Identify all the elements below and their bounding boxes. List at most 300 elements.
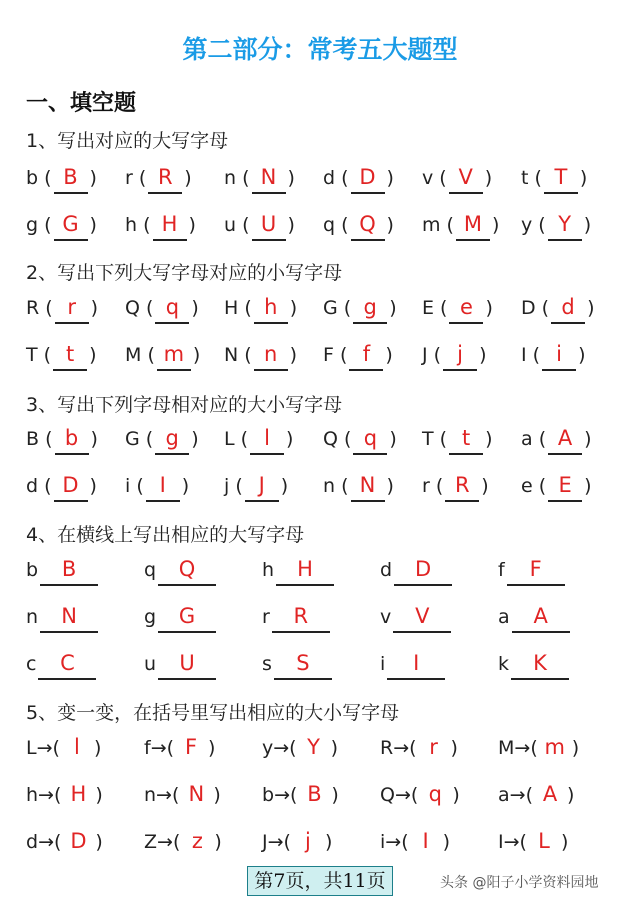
arrow-open-paren: →(	[274, 784, 298, 806]
answer-letter: r	[429, 735, 438, 759]
answer-letter: N	[40, 601, 98, 633]
given-letter: a	[498, 784, 510, 806]
exercise-item	[422, 288, 493, 328]
exercise-item	[521, 205, 591, 245]
given-letter: i	[380, 653, 386, 675]
close-paren: )	[93, 737, 102, 759]
given-letter: g	[144, 606, 157, 628]
exercise-item	[262, 644, 332, 684]
question-3-prompt: 3、写出下列字母相对应的大小写字母	[26, 394, 343, 416]
close-paren: )	[491, 214, 500, 236]
arrow-open-paren: →(	[273, 737, 297, 759]
given-letter: R	[26, 297, 40, 319]
open-paren: (	[337, 428, 352, 450]
answer-letter: A	[548, 423, 582, 455]
answer-letter: A	[542, 782, 558, 806]
exercise-row	[26, 288, 626, 328]
exercise-row	[26, 644, 626, 684]
given-letter: v	[422, 167, 434, 189]
given-letter: h	[262, 559, 275, 581]
exercise-item	[323, 288, 397, 328]
exercise-item	[144, 597, 216, 637]
close-paren: )	[579, 167, 588, 189]
exercise-item	[521, 466, 592, 506]
close-paren: )	[583, 214, 592, 236]
answer-letter: t	[449, 423, 483, 455]
exercise-row	[26, 158, 626, 198]
given-letter: J	[262, 831, 268, 853]
open-paren: (	[234, 428, 249, 450]
answer-letter: q	[353, 423, 387, 455]
close-paren: )	[289, 297, 298, 319]
exercise-item	[26, 158, 97, 198]
given-letter: t	[521, 167, 529, 189]
given-letter: E	[422, 297, 435, 319]
answer-letter: B	[54, 162, 88, 194]
given-letter: n	[144, 784, 157, 806]
answer-letter: n	[254, 339, 288, 371]
open-paren: (	[333, 344, 348, 366]
open-paren: (	[139, 297, 154, 319]
exercise-item	[380, 550, 452, 590]
open-paren: (	[528, 167, 542, 189]
exercise-item	[498, 728, 579, 768]
exercise-item	[262, 822, 332, 862]
exercise-item	[380, 597, 451, 637]
exercise-item	[125, 205, 196, 245]
exercise-item	[422, 419, 492, 459]
exercise-item	[323, 158, 394, 198]
close-paren: )	[213, 784, 221, 806]
close-paren: )	[89, 214, 97, 236]
answer-letter: R	[272, 601, 330, 633]
given-letter: s	[262, 653, 272, 675]
page-title: 第二部分：常考五大题型	[182, 35, 458, 64]
arrow-open-paren: →(	[38, 784, 62, 806]
given-letter: d	[323, 167, 336, 189]
close-paren: )	[560, 831, 569, 853]
exercise-item	[262, 728, 338, 768]
answer-letter: S	[274, 648, 332, 680]
open-paren: (	[526, 344, 541, 366]
exercise-item	[224, 466, 288, 506]
arrow-open-paren: →(	[509, 784, 533, 806]
given-letter: g	[26, 214, 39, 236]
given-letter: G	[323, 297, 338, 319]
exercise-item	[26, 822, 103, 862]
answer-letter: E	[548, 470, 582, 502]
arrow-open-paren: →(	[156, 784, 180, 806]
open-paren: (	[532, 428, 547, 450]
given-letter: D	[521, 297, 536, 319]
exercise-item	[498, 775, 574, 815]
exercise-item	[262, 775, 339, 815]
close-paren: )	[587, 297, 595, 319]
arrow-open-paren: →(	[393, 737, 417, 759]
exercise-item	[224, 419, 293, 459]
answer-letter: q	[155, 292, 189, 324]
answer-letter: N	[252, 162, 286, 194]
given-letter: d	[26, 831, 39, 853]
exercise-row	[26, 419, 626, 459]
close-paren: )	[389, 297, 397, 319]
given-letter: J	[422, 344, 428, 366]
close-paren: )	[584, 475, 592, 497]
given-letter: f	[144, 737, 151, 759]
exercise-item	[262, 597, 330, 637]
exercise-item	[521, 335, 585, 375]
open-paren: (	[130, 475, 144, 497]
given-letter: Z	[144, 831, 158, 853]
question-5-prompt: 5、变一变，在括号里写出相应的大小写字母	[26, 702, 400, 724]
answer-letter: Q	[351, 209, 385, 241]
close-paren: )	[89, 167, 97, 189]
given-letter: i	[380, 831, 386, 853]
exercise-row	[26, 550, 626, 590]
close-paren: )	[481, 475, 489, 497]
given-letter: I	[521, 344, 527, 366]
exercise-item	[498, 822, 568, 862]
exercise-item	[422, 335, 486, 375]
close-paren: )	[188, 214, 196, 236]
answer-letter: J	[245, 470, 279, 502]
answer-letter: d	[551, 292, 585, 324]
open-paren: (	[229, 475, 243, 497]
answer-letter: L	[538, 829, 550, 853]
close-paren: )	[191, 297, 199, 319]
answer-letter: l	[250, 423, 284, 455]
given-letter: N	[224, 344, 239, 366]
answer-letter: q	[428, 782, 442, 806]
given-letter: b	[26, 559, 39, 581]
exercise-item	[422, 158, 492, 198]
close-paren: )	[389, 428, 397, 450]
open-paren: (	[434, 297, 448, 319]
answer-letter: I	[146, 470, 180, 502]
open-paren: (	[335, 214, 349, 236]
close-paren: )	[578, 344, 586, 366]
given-letter: T	[422, 428, 434, 450]
question-2-prompt: 2、写出下列大写字母对应的小写字母	[26, 262, 343, 284]
answer-letter: D	[351, 162, 385, 194]
exercise-row	[26, 728, 626, 768]
exercise-item	[26, 644, 96, 684]
given-letter: f	[498, 559, 505, 581]
close-paren: )	[280, 475, 289, 497]
exercise-item	[498, 550, 565, 590]
answer-letter: K	[511, 648, 569, 680]
given-letter: b	[26, 167, 39, 189]
open-paren: (	[141, 344, 155, 366]
exercise-item	[26, 466, 97, 506]
exercise-item	[26, 419, 98, 459]
given-letter: I	[498, 831, 504, 853]
exercise-item	[380, 644, 445, 684]
given-letter: e	[521, 475, 533, 497]
close-paren: )	[567, 784, 575, 806]
close-paren: )	[208, 737, 216, 759]
exercise-item	[26, 728, 101, 768]
close-paren: )	[191, 428, 199, 450]
given-letter: B	[26, 428, 40, 450]
close-paren: )	[324, 831, 333, 853]
given-letter: k	[498, 653, 510, 675]
close-paren: )	[184, 167, 192, 189]
given-letter: q	[144, 559, 157, 581]
answer-letter: m	[157, 339, 191, 371]
close-paren: )	[330, 737, 339, 759]
given-letter: n	[224, 167, 237, 189]
answer-letter: D	[70, 829, 87, 853]
given-letter: d	[26, 475, 39, 497]
open-paren: (	[137, 214, 151, 236]
answer-letter: g	[155, 423, 189, 455]
exercise-item	[125, 158, 192, 198]
exercise-item	[144, 728, 215, 768]
given-letter: H	[224, 297, 239, 319]
exercise-item	[498, 644, 569, 684]
page-number: 第7页，共11页	[247, 866, 393, 896]
exercise-item	[26, 335, 96, 375]
answer-letter: D	[394, 554, 452, 586]
watermark: 头条 @阳子小学资料园地	[440, 875, 599, 891]
answer-letter: z	[191, 829, 203, 853]
open-paren: (	[37, 344, 52, 366]
open-paren: (	[39, 428, 53, 450]
exercise-row	[26, 335, 626, 375]
exercise-row	[26, 822, 626, 862]
close-paren: )	[571, 737, 580, 759]
exercise-item	[380, 728, 458, 768]
open-paren: (	[429, 475, 444, 497]
close-paren: )	[386, 167, 394, 189]
exercise-item	[323, 205, 394, 245]
exercise-row	[26, 466, 626, 506]
answer-letter: e	[449, 292, 483, 324]
given-letter: Q	[125, 297, 140, 319]
exercise-item	[26, 205, 97, 245]
given-letter: r	[262, 606, 270, 628]
given-letter: r	[125, 167, 133, 189]
exercise-item	[26, 775, 103, 815]
answer-letter: F	[185, 735, 198, 759]
open-paren: (	[238, 344, 252, 366]
close-paren: )	[484, 167, 493, 189]
close-paren: )	[331, 784, 339, 806]
given-letter: M	[498, 737, 515, 759]
close-paren: )	[450, 737, 458, 759]
answer-letter: H	[153, 209, 187, 241]
answer-letter: R	[148, 162, 182, 194]
given-letter: h	[26, 784, 39, 806]
answer-letter: R	[445, 470, 479, 502]
close-paren: )	[287, 167, 295, 189]
arrow-open-paren: →(	[503, 831, 527, 853]
given-letter: n	[26, 606, 39, 628]
given-letter: u	[144, 653, 157, 675]
question-1-prompt: 1、写出对应的大写字母	[26, 130, 229, 152]
close-paren: )	[192, 344, 201, 366]
exercise-item	[422, 466, 489, 506]
open-paren: (	[38, 475, 52, 497]
exercise-row	[26, 597, 626, 637]
exercise-item	[125, 288, 199, 328]
given-letter: r	[422, 475, 430, 497]
close-paren: )	[479, 344, 487, 366]
question-4-prompt: 4、在横线上写出相应的大写字母	[26, 524, 305, 546]
answer-letter: m	[544, 735, 565, 759]
answer-letter: V	[449, 162, 483, 194]
answer-letter: B	[40, 554, 98, 586]
answer-letter: h	[254, 292, 288, 324]
exercise-item	[144, 644, 216, 684]
arrow-open-paren: →(	[36, 737, 60, 759]
open-paren: (	[535, 297, 550, 319]
given-letter: L	[224, 428, 235, 450]
exercise-item	[144, 550, 216, 590]
close-paren: )	[214, 831, 222, 853]
given-letter: b	[262, 784, 275, 806]
close-paren: )	[90, 428, 98, 450]
given-letter: n	[323, 475, 336, 497]
given-letter: m	[422, 214, 441, 236]
given-letter: h	[125, 214, 138, 236]
open-paren: (	[39, 297, 53, 319]
answer-letter: I	[387, 648, 445, 680]
answer-letter: B	[307, 782, 322, 806]
given-letter: G	[125, 428, 140, 450]
open-paren: (	[440, 214, 454, 236]
exercise-item	[224, 158, 295, 198]
exercise-item	[262, 550, 334, 590]
exercise-row	[26, 205, 626, 245]
arrow-open-paren: →(	[157, 831, 181, 853]
answer-letter: M	[456, 209, 490, 241]
exercise-item	[26, 597, 98, 637]
answer-letter: i	[542, 339, 576, 371]
arrow-open-paren: →(	[150, 737, 175, 759]
answer-letter: H	[276, 554, 334, 586]
exercise-item	[125, 419, 199, 459]
exercise-item	[144, 775, 221, 815]
given-letter: L	[26, 737, 37, 759]
answer-letter: l	[74, 735, 80, 759]
given-letter: M	[125, 344, 142, 366]
close-paren: )	[386, 214, 394, 236]
answer-letter: j	[443, 339, 477, 371]
given-letter: u	[224, 214, 237, 236]
close-paren: )	[90, 297, 99, 319]
close-paren: )	[386, 475, 394, 497]
exercise-item	[323, 466, 394, 506]
given-letter: y	[262, 737, 274, 759]
open-paren: (	[238, 297, 252, 319]
open-paren: (	[139, 428, 154, 450]
open-paren: (	[132, 167, 147, 189]
given-letter: Q	[380, 784, 395, 806]
close-paren: )	[286, 428, 294, 450]
answer-letter: F	[507, 554, 565, 586]
given-letter: y	[521, 214, 533, 236]
answer-letter: T	[544, 162, 578, 194]
answer-letter: G	[54, 209, 88, 241]
exercise-item	[224, 288, 297, 328]
given-letter: i	[125, 475, 131, 497]
answer-letter: C	[38, 648, 96, 680]
exercise-item	[323, 419, 397, 459]
exercise-item	[498, 597, 570, 637]
open-paren: (	[38, 167, 52, 189]
open-paren: (	[532, 475, 547, 497]
arrow-open-paren: →(	[514, 737, 538, 759]
given-letter: F	[323, 344, 334, 366]
arrow-open-paren: →(	[267, 831, 291, 853]
open-paren: (	[433, 167, 447, 189]
open-paren: (	[335, 167, 349, 189]
answer-letter: g	[353, 292, 387, 324]
close-paren: )	[485, 428, 493, 450]
answer-letter: U	[252, 209, 286, 241]
answer-letter: Y	[307, 735, 320, 759]
answer-letter: r	[55, 292, 89, 324]
close-paren: )	[181, 475, 190, 497]
exercise-item	[380, 822, 450, 862]
open-paren: (	[532, 214, 546, 236]
answer-letter: N	[188, 782, 205, 806]
answer-letter: f	[349, 339, 383, 371]
close-paren: )	[89, 344, 97, 366]
given-letter: v	[380, 606, 392, 628]
answer-letter: V	[393, 601, 451, 633]
exercise-item	[125, 466, 189, 506]
given-letter: d	[380, 559, 393, 581]
exercise-row	[26, 775, 626, 815]
close-paren: )	[584, 428, 592, 450]
exercise-item	[224, 335, 297, 375]
open-paren: (	[433, 428, 448, 450]
given-letter: q	[323, 214, 336, 236]
answer-letter: H	[70, 782, 87, 806]
given-letter: j	[224, 475, 230, 497]
open-paren: (	[335, 475, 349, 497]
exercise-item	[521, 419, 592, 459]
answer-letter: A	[512, 601, 570, 633]
exercise-item	[521, 158, 587, 198]
close-paren: )	[452, 784, 460, 806]
arrow-open-paren: →(	[394, 784, 419, 806]
close-paren: )	[95, 784, 103, 806]
arrow-open-paren: →(	[385, 831, 409, 853]
exercise-item	[144, 822, 222, 862]
open-paren: (	[236, 167, 250, 189]
answer-letter: j	[305, 829, 311, 853]
close-paren: )	[287, 214, 295, 236]
answer-letter: U	[158, 648, 216, 680]
given-letter: R	[380, 737, 394, 759]
given-letter: T	[26, 344, 38, 366]
close-paren: )	[95, 831, 103, 853]
exercise-item	[125, 335, 200, 375]
open-paren: (	[236, 214, 250, 236]
answer-letter: t	[53, 339, 87, 371]
exercise-item	[26, 288, 98, 328]
arrow-open-paren: →(	[38, 831, 62, 853]
exercise-item	[26, 550, 98, 590]
close-paren: )	[289, 344, 298, 366]
answer-letter: N	[351, 470, 385, 502]
answer-letter: I	[422, 829, 429, 853]
section-heading: 一、填空题	[26, 91, 137, 116]
